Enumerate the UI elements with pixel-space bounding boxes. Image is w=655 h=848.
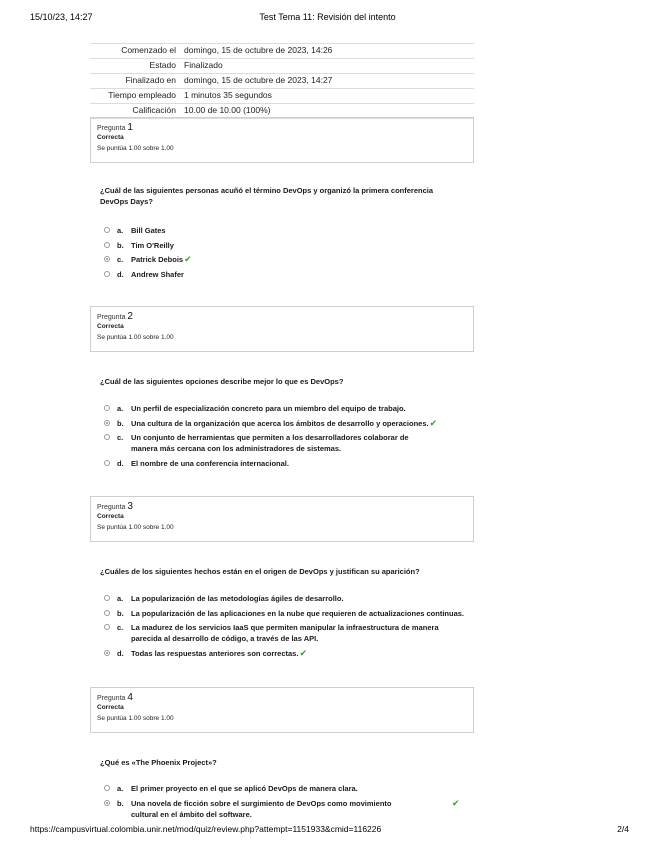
summary-value: 10.00 de 10.00 (100%) [184, 105, 271, 115]
answer-text: La popularización de las aplicaciones en la nube que requieren de actualizaciones continuas. [131, 608, 465, 618]
answer-option[interactable] [104, 432, 464, 454]
question-state: Correcta [97, 704, 124, 711]
radio-icon[interactable] [104, 460, 110, 466]
answer-option[interactable] [104, 622, 464, 644]
answer-letter: a. [117, 594, 124, 603]
radio-icon[interactable] [104, 800, 110, 806]
radio-icon[interactable] [104, 256, 110, 262]
answer-list-4 [104, 783, 464, 823]
summary-label: Finalizado en [125, 75, 176, 85]
answer-list-1 [104, 225, 464, 283]
question-state: Correcta [97, 134, 124, 141]
radio-icon[interactable] [104, 434, 110, 440]
answer-letter: d. [117, 458, 124, 468]
radio-icon[interactable] [104, 271, 110, 277]
answer-letter: c. [117, 623, 124, 632]
answer-option[interactable] [104, 403, 464, 414]
answer-text: Todas las respuestas anteriores son correctas. [131, 648, 299, 658]
summary-label: Calificación [132, 105, 176, 115]
summary-value: 1 minutos 35 segundos [184, 90, 272, 100]
summary-row-state [90, 58, 474, 73]
answer-option-selected[interactable] [104, 798, 464, 820]
answer-letter: c. [117, 433, 124, 442]
answer-text: Una novela de ficción sobre el surgimiento de DevOps como movimiento cultural en el ámbito del software. [131, 798, 392, 819]
print-title: Test Tema 11: Revisión del intento [259, 12, 396, 22]
answer-text: Tim O'Reilly [131, 240, 174, 250]
answer-option-selected[interactable] [104, 418, 464, 429]
question-number [97, 311, 467, 322]
answer-letter: c. [117, 255, 124, 264]
answer-text: El nombre de una conferencia internacional. [131, 458, 289, 468]
question-info-3 [90, 496, 474, 542]
answer-option[interactable] [104, 593, 464, 604]
check-icon: ✔ [429, 417, 438, 428]
summary-value: domingo, 15 de octubre de 2023, 14:27 [184, 75, 333, 85]
print-header [0, 12, 655, 26]
radio-icon[interactable] [104, 595, 110, 601]
answer-option[interactable] [104, 458, 464, 469]
check-icon: ✔ [299, 647, 307, 658]
question-number-value: 2 [127, 311, 133, 322]
answer-text: La madurez de los servicios IaaS que permiten manipular la infraestructura de manera parecida al desarrollo de código, a través de las API. [131, 623, 439, 643]
radio-icon[interactable] [104, 405, 110, 411]
question-grade: Se puntúa 1.00 sobre 1.00 [97, 524, 174, 531]
radio-icon[interactable] [104, 227, 110, 233]
question-word: Pregunta [97, 504, 126, 511]
answer-letter: d. [117, 269, 124, 279]
answer-letter: a. [117, 226, 124, 235]
answer-option-selected[interactable] [104, 254, 464, 265]
answer-list-2 [104, 403, 464, 472]
summary-row-started [90, 43, 474, 58]
check-icon: ✔ [184, 254, 192, 264]
answer-option[interactable] [104, 240, 464, 251]
print-url: https://campusvirtual.colombia.unir.net/mod/quiz/review.php?attempt=1151933&cmid=116226 [30, 824, 382, 834]
question-grade: Se puntúa 1.00 sobre 1.00 [97, 334, 174, 341]
answer-text: Andrew Shafer [131, 269, 184, 279]
answer-text: Bill Gates [131, 226, 166, 235]
answer-letter: a. [117, 784, 124, 793]
question-number [97, 501, 467, 512]
page-number: 2/4 [617, 824, 629, 834]
answer-letter: a. [117, 404, 124, 413]
print-datetime: 15/10/23, 14:27 [30, 12, 93, 22]
question-info-4 [90, 687, 474, 733]
radio-icon[interactable] [104, 420, 110, 426]
answer-letter: d. [117, 648, 124, 658]
question-text-4: ¿Qué es «The Phoenix Project»? [100, 758, 217, 767]
answer-option[interactable] [104, 269, 464, 280]
answer-text: Patrick Debois [131, 255, 184, 264]
attempt-summary-table [90, 43, 474, 119]
summary-label: Comenzado el [121, 45, 176, 55]
summary-label: Estado [149, 60, 176, 70]
question-word: Pregunta [97, 125, 126, 132]
question-info-2 [90, 306, 474, 352]
answer-text: Un conjunto de herramientas que permiten a los desarrolladores colaborar de manera más cercana con los administradores de sistemas. [131, 433, 409, 453]
answer-option[interactable] [104, 608, 464, 619]
question-number [97, 692, 467, 703]
answer-text: La popularización de las metodologías ágiles de desarrollo. [131, 594, 344, 603]
question-number-value: 4 [127, 692, 133, 703]
answer-list-3 [104, 593, 464, 662]
question-text-1: ¿Cuál de las siguientes personas acuñó el término DevOps y organizó la primera conferencia DevOps Days? [100, 186, 434, 206]
summary-label: Tiempo empleado [108, 90, 176, 100]
answer-letter: b. [117, 798, 124, 808]
question-grade: Se puntúa 1.00 sobre 1.00 [97, 145, 174, 152]
answer-letter: b. [117, 418, 124, 428]
answer-text: Un perfil de especialización concreto para un miembro del equipo de trabajo. [131, 404, 406, 413]
answer-text: Una cultura de la organización que acerca los ámbitos de desarrollo y operaciones. [131, 418, 429, 428]
radio-icon[interactable] [104, 610, 110, 616]
answer-option[interactable] [104, 783, 464, 794]
summary-value: domingo, 15 de octubre de 2023, 14:26 [184, 45, 333, 55]
answer-option-selected[interactable] [104, 648, 464, 659]
question-text-2: ¿Cuál de las siguientes opciones describe mejor lo que es DevOps? [100, 377, 344, 386]
question-number-value: 1 [127, 122, 133, 133]
question-info-1 [90, 117, 474, 163]
summary-value: Finalizado [184, 60, 223, 70]
question-text-3: ¿Cuáles de los siguientes hechos están en el origen de DevOps y justifican su aparición? [100, 567, 420, 576]
answer-text: El primer proyecto en el que se aplicó DevOps de manera clara. [131, 784, 358, 793]
question-number-value: 3 [127, 501, 133, 512]
summary-row-time [90, 88, 474, 103]
summary-row-finished [90, 73, 474, 88]
question-word: Pregunta [97, 695, 126, 702]
radio-icon[interactable] [104, 242, 110, 248]
check-icon: ✔ [452, 797, 460, 808]
question-number [97, 122, 467, 133]
radio-icon[interactable] [104, 650, 110, 656]
question-state: Correcta [97, 323, 124, 330]
answer-option[interactable] [104, 225, 464, 236]
print-footer [0, 824, 655, 838]
question-grade: Se puntúa 1.00 sobre 1.00 [97, 715, 174, 722]
question-state: Correcta [97, 513, 124, 520]
radio-icon[interactable] [104, 624, 110, 630]
radio-icon[interactable] [104, 785, 110, 791]
answer-letter: b. [117, 608, 124, 618]
question-word: Pregunta [97, 314, 126, 321]
answer-letter: b. [117, 240, 124, 250]
